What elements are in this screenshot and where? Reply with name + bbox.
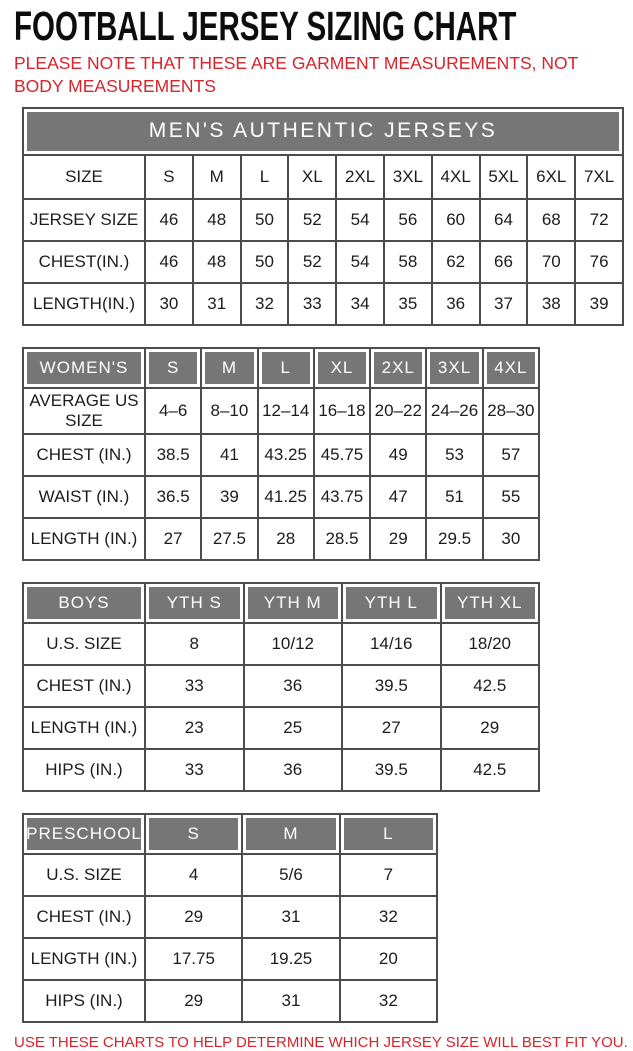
boys-size-table [22,582,540,792]
size-tables-container [22,107,624,1023]
measurement-row [23,623,539,665]
size-header-row [23,155,623,199]
measurement-value-cell: 4–6 [145,388,201,434]
row-label-cell: HIPS (IN.) [23,980,145,1022]
measurement-value-cell: 43.25 [258,434,314,476]
measurement-value-cell: 20 [340,938,437,980]
measurement-value-cell: 36 [244,749,343,791]
row-label-cell: LENGTH (IN.) [23,707,145,749]
size-header-cell [342,583,441,623]
size-header-label: M [205,352,253,384]
measurement-value-cell: 28–30 [483,388,539,434]
row-label-cell: LENGTH (IN.) [23,518,145,560]
size-header-cell: M [193,155,241,199]
garment-measurement-note: PLEASE NOTE THAT THESE ARE GARMENT MEASUREMENTS, NOT BODY MEASUREMENTS [14,53,579,96]
size-header-cell: 2XL [336,155,384,199]
size-header-label: YTH L [346,587,437,619]
measurement-value-cell: 33 [288,283,336,325]
measurement-value-cell: 53 [426,434,482,476]
measurement-value-cell: 29 [145,896,242,938]
measurement-row [23,199,623,241]
row-label-cell: WAIST (IN.) [23,476,145,518]
table-title-header-cell [23,583,145,623]
size-header-cell [314,348,370,388]
size-header-cell: 3XL [384,155,432,199]
row-label-cell: CHEST(IN.) [23,241,145,283]
measurement-row [23,388,539,434]
measurement-value-cell: 58 [384,241,432,283]
measurement-row [23,707,539,749]
size-header-cell [441,583,540,623]
measurement-value-cell: 66 [480,241,528,283]
size-header-cell [145,348,201,388]
measurement-value-cell: 24–26 [426,388,482,434]
size-header-label: 3XL [430,352,478,384]
measurement-value-cell: 14/16 [342,623,441,665]
measurement-value-cell: 39.5 [342,749,441,791]
measurement-value-cell: 34 [336,283,384,325]
page-title: FOOTBALL JERSEY SIZING CHART [14,3,517,49]
measurement-value-cell: 76 [575,241,623,283]
size-row-label-cell: SIZE [23,155,145,199]
size-header-label: XL [318,352,366,384]
measurement-value-cell: 54 [336,241,384,283]
measurement-value-cell: 62 [432,241,480,283]
size-header-row [23,348,539,388]
measurement-row [23,896,437,938]
measurement-value-cell: 33 [145,749,244,791]
measurement-value-cell: 31 [242,896,339,938]
measurement-value-cell: 39 [575,283,623,325]
measurement-value-cell: 52 [288,199,336,241]
measurement-value-cell: 29 [145,980,242,1022]
measurement-value-cell: 38.5 [145,434,201,476]
measurement-value-cell: 5/6 [242,854,339,896]
size-header-label: YTH XL [445,587,536,619]
measurement-value-cell: 48 [193,241,241,283]
measurement-value-cell: 41 [201,434,257,476]
measurement-value-cell: 41.25 [258,476,314,518]
measurement-value-cell: 29.5 [426,518,482,560]
measurement-row [23,434,539,476]
measurement-value-cell: 4 [145,854,242,896]
size-header-cell [201,348,257,388]
measurement-value-cell: 36.5 [145,476,201,518]
size-header-row [23,814,437,854]
measurement-value-cell: 42.5 [441,749,540,791]
measurement-value-cell: 27.5 [201,518,257,560]
table-banner-cell [23,108,623,155]
row-label-cell: U.S. SIZE [23,623,145,665]
measurement-value-cell: 29 [441,707,540,749]
measurement-value-cell: 28 [258,518,314,560]
size-header-label: M [246,818,335,850]
measurement-value-cell: 55 [483,476,539,518]
measurement-value-cell: 36 [432,283,480,325]
measurement-value-cell: 68 [527,199,575,241]
measurement-value-cell: 8 [145,623,244,665]
measurement-value-cell: 36 [244,665,343,707]
table-banner-row [23,108,623,155]
measurement-value-cell: 39.5 [342,665,441,707]
measurement-value-cell: 52 [288,241,336,283]
row-label-cell: JERSEY SIZE [23,199,145,241]
row-label-cell: HIPS (IN.) [23,749,145,791]
measurement-value-cell: 8–10 [201,388,257,434]
measurement-row [23,283,623,325]
measurement-value-cell: 43.75 [314,476,370,518]
size-header-cell [145,583,244,623]
measurement-row [23,518,539,560]
size-header-cell [242,814,339,854]
size-header-cell: XL [288,155,336,199]
measurement-value-cell: 27 [145,518,201,560]
row-label-cell: CHEST (IN.) [23,434,145,476]
measurement-value-cell: 35 [384,283,432,325]
measurement-value-cell: 28.5 [314,518,370,560]
measurement-value-cell: 38 [527,283,575,325]
row-label-cell: U.S. SIZE [23,854,145,896]
size-header-cell [145,814,242,854]
measurement-value-cell: 51 [426,476,482,518]
measurement-value-cell: 48 [193,199,241,241]
fit-help-note: USE THESE CHARTS TO HELP DETERMINE WHICH JERSEY SIZE WILL BEST FIT YOU. [14,1033,628,1051]
row-label-cell: CHEST (IN.) [23,896,145,938]
measurement-value-cell: 45.75 [314,434,370,476]
size-header-label: WOMEN'S [27,352,141,384]
measurement-value-cell: 7 [340,854,437,896]
size-header-row [23,583,539,623]
measurement-value-cell: 17.75 [145,938,242,980]
table-title-header-cell [23,348,145,388]
measurement-row [23,241,623,283]
measurement-value-cell: 20–22 [370,388,426,434]
size-header-label: BOYS [27,587,141,619]
measurement-value-cell: 33 [145,665,244,707]
measurement-value-cell: 54 [336,199,384,241]
size-header-cell [426,348,482,388]
size-header-cell: L [241,155,289,199]
measurement-value-cell: 39 [201,476,257,518]
row-label-cell: AVERAGE US SIZE [23,388,145,434]
measurement-value-cell: 72 [575,199,623,241]
size-header-cell: S [145,155,193,199]
size-header-cell: 5XL [480,155,528,199]
measurement-value-cell: 37 [480,283,528,325]
table-banner-label: MEN'S AUTHENTIC JERSEYS [27,112,619,151]
size-header-cell [370,348,426,388]
measurement-value-cell: 31 [242,980,339,1022]
size-header-label: S [149,818,238,850]
measurement-value-cell: 70 [527,241,575,283]
measurement-value-cell: 46 [145,241,193,283]
measurement-row [23,980,437,1022]
table-title-header-cell [23,814,145,854]
measurement-row [23,854,437,896]
measurement-value-cell: 18/20 [441,623,540,665]
size-header-label: L [262,352,310,384]
row-label-cell: LENGTH (IN.) [23,938,145,980]
measurement-value-cell: 27 [342,707,441,749]
measurement-value-cell: 64 [480,199,528,241]
measurement-value-cell: 60 [432,199,480,241]
measurement-value-cell: 32 [241,283,289,325]
size-header-label: 2XL [374,352,422,384]
measurement-value-cell: 32 [340,896,437,938]
measurement-value-cell: 23 [145,707,244,749]
womens-size-table [22,347,540,561]
measurement-value-cell: 32 [340,980,437,1022]
size-header-cell: 6XL [527,155,575,199]
measurement-value-cell: 16–18 [314,388,370,434]
size-header-label: PRESCHOOL [27,818,141,850]
measurement-value-cell: 19.25 [242,938,339,980]
measurement-value-cell: 30 [145,283,193,325]
measurement-row [23,938,437,980]
mens-authentic-jerseys-table [22,107,624,326]
measurement-value-cell: 57 [483,434,539,476]
measurement-value-cell: 10/12 [244,623,343,665]
size-header-cell: 4XL [432,155,480,199]
measurement-value-cell: 56 [384,199,432,241]
size-header-cell [340,814,437,854]
measurement-value-cell: 29 [370,518,426,560]
size-header-cell [244,583,343,623]
row-label-cell: CHEST (IN.) [23,665,145,707]
size-header-label: YTH S [149,587,240,619]
measurement-value-cell: 30 [483,518,539,560]
measurement-value-cell: 25 [244,707,343,749]
measurement-row [23,476,539,518]
measurement-value-cell: 49 [370,434,426,476]
size-header-label: 4XL [487,352,535,384]
preschool-size-table [22,813,438,1023]
size-header-label: S [149,352,197,384]
measurement-value-cell: 46 [145,199,193,241]
size-header-cell: 7XL [575,155,623,199]
measurement-value-cell: 50 [241,241,289,283]
size-header-cell [258,348,314,388]
measurement-value-cell: 50 [241,199,289,241]
measurement-row [23,749,539,791]
measurement-row [23,665,539,707]
measurement-value-cell: 42.5 [441,665,540,707]
row-label-cell: LENGTH(IN.) [23,283,145,325]
measurement-value-cell: 31 [193,283,241,325]
size-header-label: YTH M [248,587,339,619]
size-header-label: L [344,818,433,850]
measurement-value-cell: 12–14 [258,388,314,434]
measurement-value-cell: 47 [370,476,426,518]
size-header-cell [483,348,539,388]
